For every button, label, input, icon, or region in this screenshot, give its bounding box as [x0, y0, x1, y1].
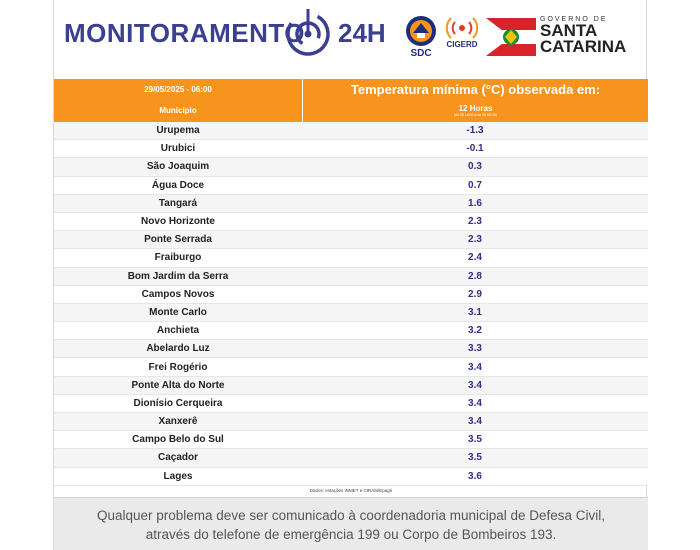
municipio-name: Campos Novos: [141, 288, 215, 300]
municipio-name: São Joaquim: [146, 161, 210, 173]
municipio-name: Lages: [163, 470, 193, 482]
footer-line-2: através do telefone de emergência 199 ou Corpo de Bombeiros 193.: [145, 527, 557, 542]
municipio-name: Monte Carlo: [149, 306, 207, 318]
min-temperature-value: 3.5: [468, 452, 482, 464]
table-row: [54, 449, 648, 467]
table-row: [54, 213, 648, 231]
cigerd-label: CIGERD: [446, 40, 478, 49]
column-12h-range: (de 28 18:00 a de 29 06:00): [453, 112, 498, 117]
min-temperature-value: 2.8: [468, 270, 482, 282]
table-row: [54, 268, 648, 286]
min-temperature-value: 0.7: [468, 179, 482, 191]
cigerd-logo: [442, 14, 482, 64]
brand-24h: 24H: [338, 18, 386, 48]
min-temperature-value: 3.2: [468, 325, 482, 337]
footer-line-1: Qualquer problema deve ser comunicado à coordenadoria municipal de Defesa Civil,: [96, 508, 606, 523]
signal-waves-icon: [442, 14, 482, 40]
sdc-logo: [404, 14, 438, 64]
municipio-name: Novo Horizonte: [141, 216, 215, 228]
gov-line1: SANTA: [540, 21, 598, 40]
municipio-name: Anchieta: [156, 325, 200, 337]
header: [54, 0, 648, 78]
table-column-header: [54, 99, 648, 122]
municipio-name: Campo Belo do Sul: [132, 434, 224, 446]
municipio-name: Dionísio Cerqueira: [133, 397, 223, 409]
data-source-note: Dados: estações INMET e CIRAM/Epagri: [309, 488, 393, 493]
datestamp: 29/05/2025 - 06:00: [144, 84, 212, 94]
municipio-name: Tangará: [158, 197, 198, 209]
municipio-name: Urupema: [156, 125, 200, 137]
sdc-label: SDC: [410, 48, 432, 59]
table-row: [54, 122, 648, 140]
min-temperature-value: 2.3: [468, 216, 482, 228]
min-temperature-value: 3.6: [468, 470, 482, 482]
brand-title: MONITORAMENTO: [64, 18, 305, 48]
min-temperature-value: 2.4: [468, 252, 482, 264]
santa-catarina-flag-icon: [486, 18, 536, 56]
table-row: [54, 377, 648, 395]
monitoring-radar-icon: [284, 6, 332, 58]
min-temperature-value: -1.3: [466, 125, 484, 137]
table-row: [54, 286, 648, 304]
municipio-name: Bom Jardim da Serra: [127, 270, 229, 282]
footer-notice: [54, 497, 648, 550]
municipio-name: Ponte Alta do Norte: [131, 379, 225, 391]
municipio-name: Ponte Serrada: [144, 234, 212, 246]
table-row: [54, 140, 648, 158]
table-row: [54, 177, 648, 195]
column-municipio: Município: [159, 106, 197, 115]
table-row: [54, 231, 648, 249]
gov-name: [540, 23, 644, 55]
municipio-name: Fraiburgo: [154, 252, 202, 264]
table-row: [54, 158, 648, 176]
table-title: Temperatura mínima (°C) observada em:: [350, 81, 601, 97]
min-temperature-value: 2.9: [468, 288, 482, 300]
municipio-name: Frei Rogério: [148, 361, 208, 373]
table-row: [54, 468, 648, 486]
table-row: [54, 431, 648, 449]
min-temperature-value: 3.4: [468, 416, 482, 428]
table-row: [54, 249, 648, 267]
table-row: [54, 322, 648, 340]
table-row: [54, 195, 648, 213]
min-temperature-value: 3.4: [468, 379, 482, 391]
min-temperature-value: -0.1: [466, 143, 484, 155]
table-title-bar: [54, 79, 648, 99]
min-temperature-value: 1.6: [468, 197, 482, 209]
municipio-name: Abelardo Luz: [146, 343, 210, 355]
min-temperature-value: 3.3: [468, 343, 482, 355]
min-temperature-value: 3.5: [468, 434, 482, 446]
min-temperature-value: 3.1: [468, 306, 482, 318]
municipio-name: Água Doce: [151, 179, 205, 191]
table-row: [54, 340, 648, 358]
municipio-name: Urubici: [160, 143, 196, 155]
municipio-name: Caçador: [157, 452, 198, 464]
table-row: [54, 395, 648, 413]
sdc-emblem-icon: [404, 14, 438, 48]
gov-line2: CATARINA: [540, 37, 627, 56]
gov-top-label: GOVERNO DE: [540, 16, 608, 23]
min-temperature-value: 2.3: [468, 234, 482, 246]
table-row: [54, 413, 648, 431]
min-temperature-value: 0.3: [468, 161, 482, 173]
min-temperature-value: 3.4: [468, 361, 482, 373]
table-body: [54, 122, 648, 486]
table-row: [54, 304, 648, 322]
table-row: [54, 358, 648, 376]
min-temperature-value: 3.4: [468, 397, 482, 409]
bulletin-card: [53, 0, 647, 550]
column-12h: 12 Horas: [458, 103, 493, 113]
municipio-name: Xanxerê: [158, 416, 198, 428]
